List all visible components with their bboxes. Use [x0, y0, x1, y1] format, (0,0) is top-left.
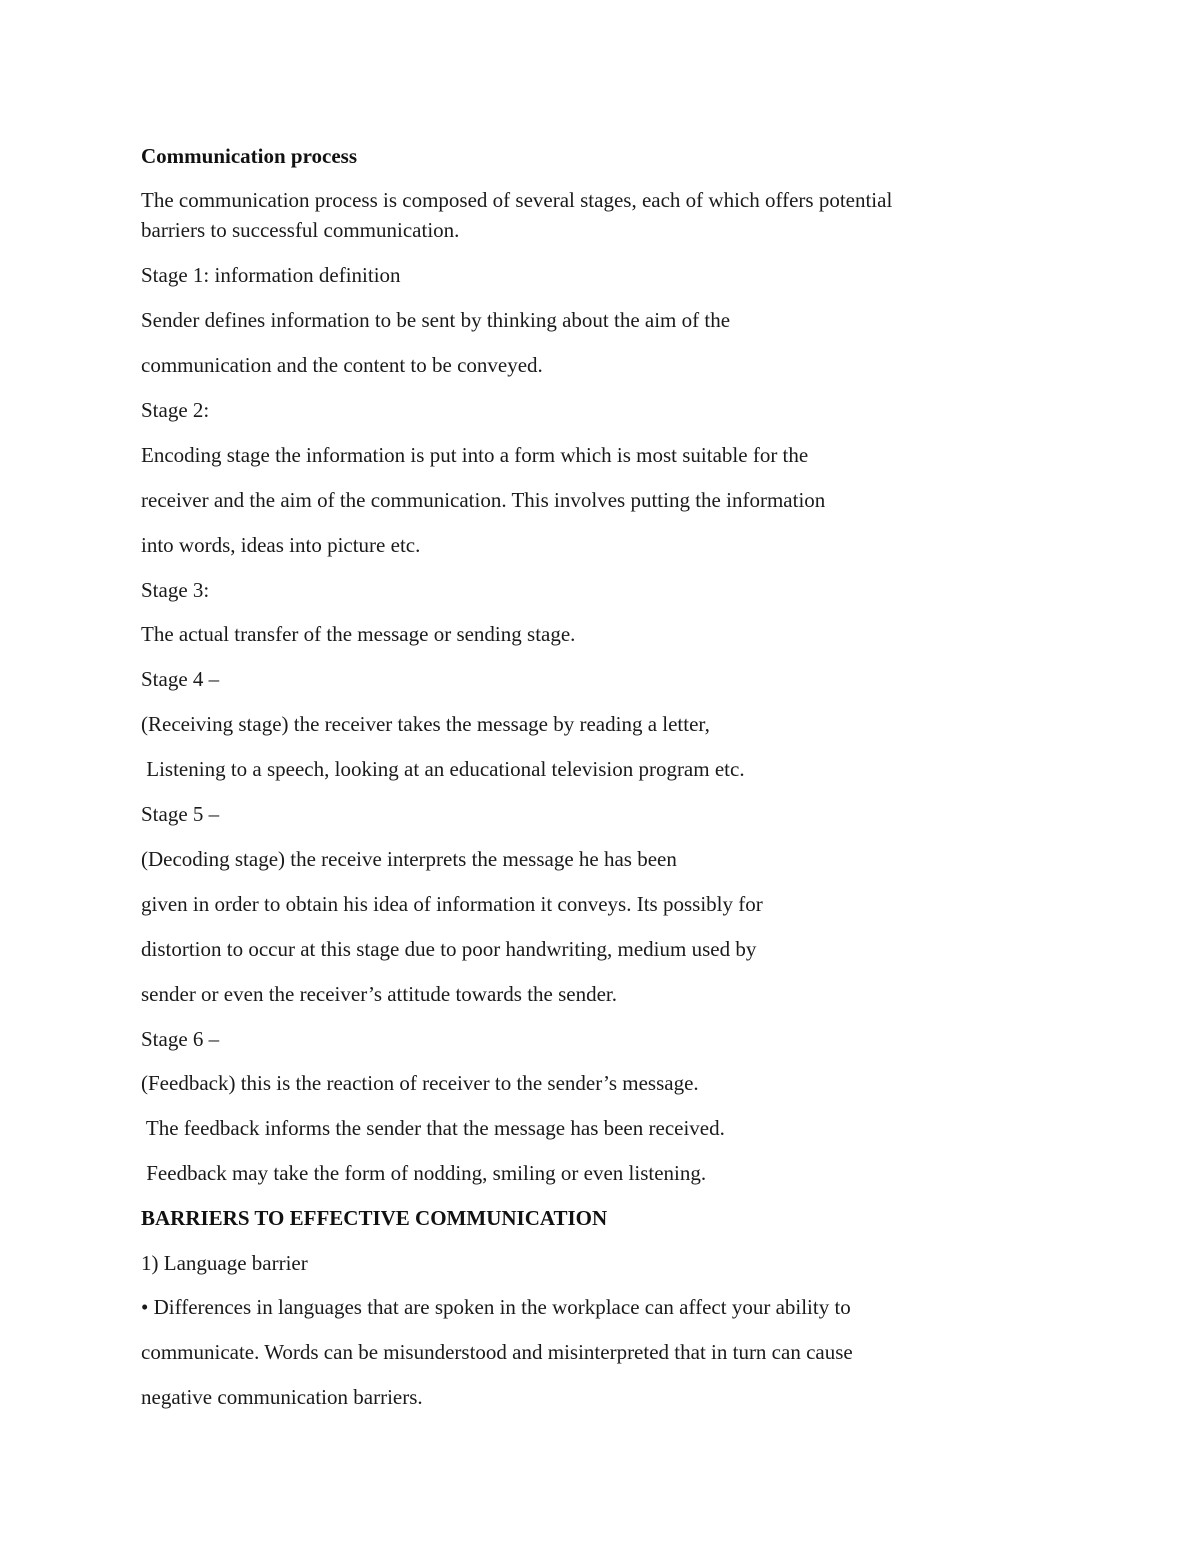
- stage-1-line-1: Sender defines information to be sent by thinking about the aim of the: [141, 308, 731, 332]
- stage-2-line-1: Encoding stage the information is put into a form which is most suitable for the: [141, 443, 809, 467]
- stage-2-line-3: into words, ideas into picture etc.: [141, 533, 421, 557]
- stage-4-label: Stage 4 –: [141, 667, 220, 691]
- stage-6-line-1: (Feedback) this is the reaction of receiver to the sender’s message.: [141, 1071, 699, 1095]
- stage-1-label: Stage 1: information definition: [141, 263, 401, 287]
- stage-5-label: Stage 5 –: [141, 802, 220, 826]
- stage-2-label: Stage 2:: [141, 398, 210, 422]
- barriers-heading: BARRIERS TO EFFECTIVE COMMUNICATION: [141, 1206, 608, 1230]
- barrier-1-line-2: communicate. Words can be misunderstood and misinterpreted that in turn can cause: [141, 1340, 853, 1364]
- barrier-1-label: 1) Language barrier: [141, 1251, 308, 1275]
- stage-5-line-1: (Decoding stage) the receive interprets the message he has been: [141, 847, 677, 871]
- stage-5-line-2: given in order to obtain his idea of information it conveys. Its possibly for: [141, 892, 763, 916]
- intro-line-1: The communication process is composed of several stages, each of which offers potential: [141, 188, 893, 212]
- barrier-1-line-1: • Differences in languages that are spoken in the workplace can affect your ability to: [141, 1295, 851, 1319]
- stage-5-line-4: sender or even the receiver’s attitude towards the sender.: [141, 982, 618, 1006]
- stage-6-label: Stage 6 –: [141, 1027, 220, 1051]
- stage-2-line-2: receiver and the aim of the communication. This involves putting the information: [141, 488, 826, 512]
- stage-4-line-2: Listening to a speech, looking at an educational television program etc.: [141, 757, 745, 781]
- stage-1-line-2: communication and the content to be conveyed.: [141, 353, 543, 377]
- intro-line-2: barriers to successful communication.: [141, 218, 460, 242]
- stage-6-line-2: The feedback informs the sender that the message has been received.: [141, 1116, 725, 1140]
- stage-6-line-3: Feedback may take the form of nodding, smiling or even listening.: [141, 1161, 707, 1185]
- stage-5-line-3: distortion to occur at this stage due to poor handwriting, medium used by: [141, 937, 757, 961]
- barrier-1-line-3: negative communication barriers.: [141, 1385, 423, 1409]
- stage-3-label: Stage 3:: [141, 578, 210, 602]
- stage-4-line-1: (Receiving stage) the receiver takes the message by reading a letter,: [141, 712, 710, 736]
- page-title: Communication process: [141, 144, 358, 168]
- stage-3-line-1: The actual transfer of the message or sending stage.: [141, 622, 576, 646]
